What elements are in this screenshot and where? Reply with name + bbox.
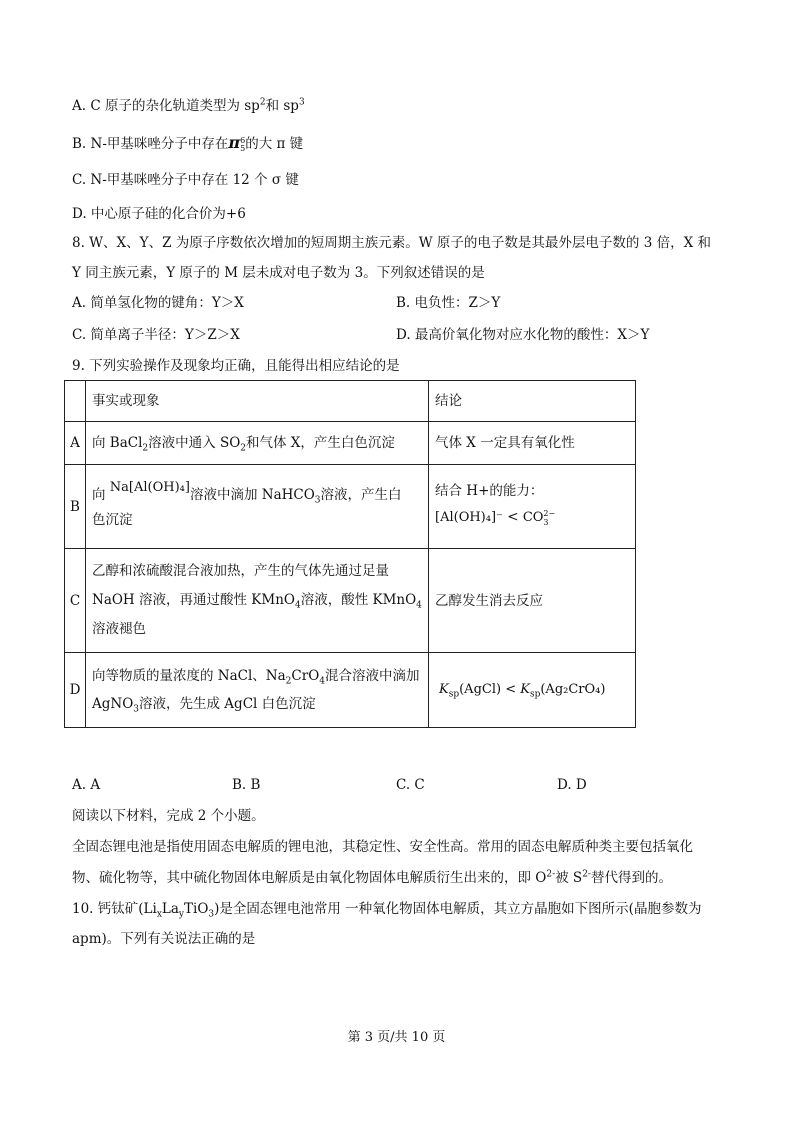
q9-table xyxy=(64,380,636,728)
q9-option-d: D. D xyxy=(557,777,587,793)
q8-option-a: A. 简单氢化物的键角：Y＞X xyxy=(72,295,244,311)
row-b-conclusion: 结合 H+的能力： [Al(OH)₄]⁻ < CO 2− 3 xyxy=(429,465,636,549)
table-row xyxy=(65,422,636,465)
table-row xyxy=(65,653,636,728)
q7-option-c: C. N-甲基咪唑分子中存在 12 个 σ 键 xyxy=(72,172,299,188)
q9-stem: 9. 下列实验操作及现象均正确，且能得出相应结论的是 xyxy=(72,358,400,374)
row-c-conclusion: 乙醇发生消去反应 xyxy=(429,549,636,653)
q9-option-a: A. A xyxy=(72,777,101,793)
pi-symbol: π xyxy=(228,133,241,152)
row-label: C xyxy=(65,549,86,653)
reading-para-line1: 全固态锂电池是指使用固态电解质的锂电池，其稳定性、安全性高。常用的固态电解质种类主要包括氧化 xyxy=(72,839,693,855)
q7-option-a: A. C 原子的杂化轨道类型为 $sp^2$和 $sp^3$ xyxy=(72,97,305,114)
reading-para-line2: 物、硫化物等，其中硫化物固体电解质是由氧化物固体电解质衍生出来的，即 $O^{2-}$被 $S^{2-}$替代得到的。 xyxy=(72,869,672,886)
row-a-fact: 向 BaCl$_2$溶液中通入 $SO_2$和气体 X，产生白色沉淀 xyxy=(86,422,429,465)
q10-stem-line2: apm)。下列有关说法正确的是 xyxy=(72,931,256,947)
row-label: A xyxy=(65,422,86,465)
q8-stem-line2: Y 同主族元素，Y 原子的 M 层未成对电子数为 3。下列叙述错误的是 xyxy=(72,265,485,281)
header-conclusion: 结论 xyxy=(429,381,636,422)
row-label: D xyxy=(65,653,86,728)
reading-intro: 阅读以下材料，完成 2 个小题。 xyxy=(72,808,265,824)
q8-option-d: D. 最高价氧化物对应水化物的酸性：X＞Y xyxy=(396,327,650,343)
row-d-conclusion: $K_{sp}(AgCl) < K_{sp}(Ag_2CrO_4)$ xyxy=(429,653,636,728)
row-a-conclusion: 气体 X 一定具有氧化性 xyxy=(429,422,636,465)
row-d-fact: 向等物质的量浓度的 NaCl、$Na_2CrO_4$混合溶液中滴加 AgNO$_3$溶液，先生成 AgCl 白色沉淀 xyxy=(86,653,429,728)
row-c-fact: 乙醇和浓硫酸混合液加热，产生的气体先通过足量 NaOH 溶液，再通过酸性 KMnO$_4$溶液，酸性 KMnO$_4$ 溶液褪色 xyxy=(86,549,429,653)
q7-option-d: D. 中心原子硅的化合价为+6 xyxy=(72,206,246,222)
q8-option-c: C. 简单离子半径：Y＞Z＞X xyxy=(72,327,240,343)
q9-option-c: C. C xyxy=(396,777,425,793)
q10-stem-line1: 10. 钙钛矿$(Li_xLa_yTiO_3)$是全固态锂电池常用 一种氧化物固体电解质，其立方晶胞如下图所示(晶胞参数为 xyxy=(72,901,702,920)
q8-option-b: B. 电负性：Z＞Y xyxy=(396,295,501,311)
table-row xyxy=(65,465,636,549)
formula-na-aloh4: Na[Al(OH)₄] xyxy=(109,480,190,495)
q7-option-b: B. N-甲基咪唑分子中存在π 6 5 的大 π 键 xyxy=(72,133,304,153)
table-row xyxy=(65,549,636,653)
row-b-fact: 向 Na[Al(OH)₄]溶液中滴加 NaHCO$_3$溶液，产生白 色沉淀 xyxy=(86,465,429,549)
q8-stem-line1: 8. W、X、Y、Z 为原子序数依次增加的短周期主族元素。W 原子的电子数是其最外层电子数的 3 倍，X 和 xyxy=(72,235,711,251)
row-label: B xyxy=(65,465,86,549)
header-fact: 事实或现象 xyxy=(86,381,429,422)
page-footer: 第 3 页/共 10 页 xyxy=(347,1030,446,1045)
q9-option-b: B. B xyxy=(232,777,261,793)
table-header-row xyxy=(65,381,636,422)
